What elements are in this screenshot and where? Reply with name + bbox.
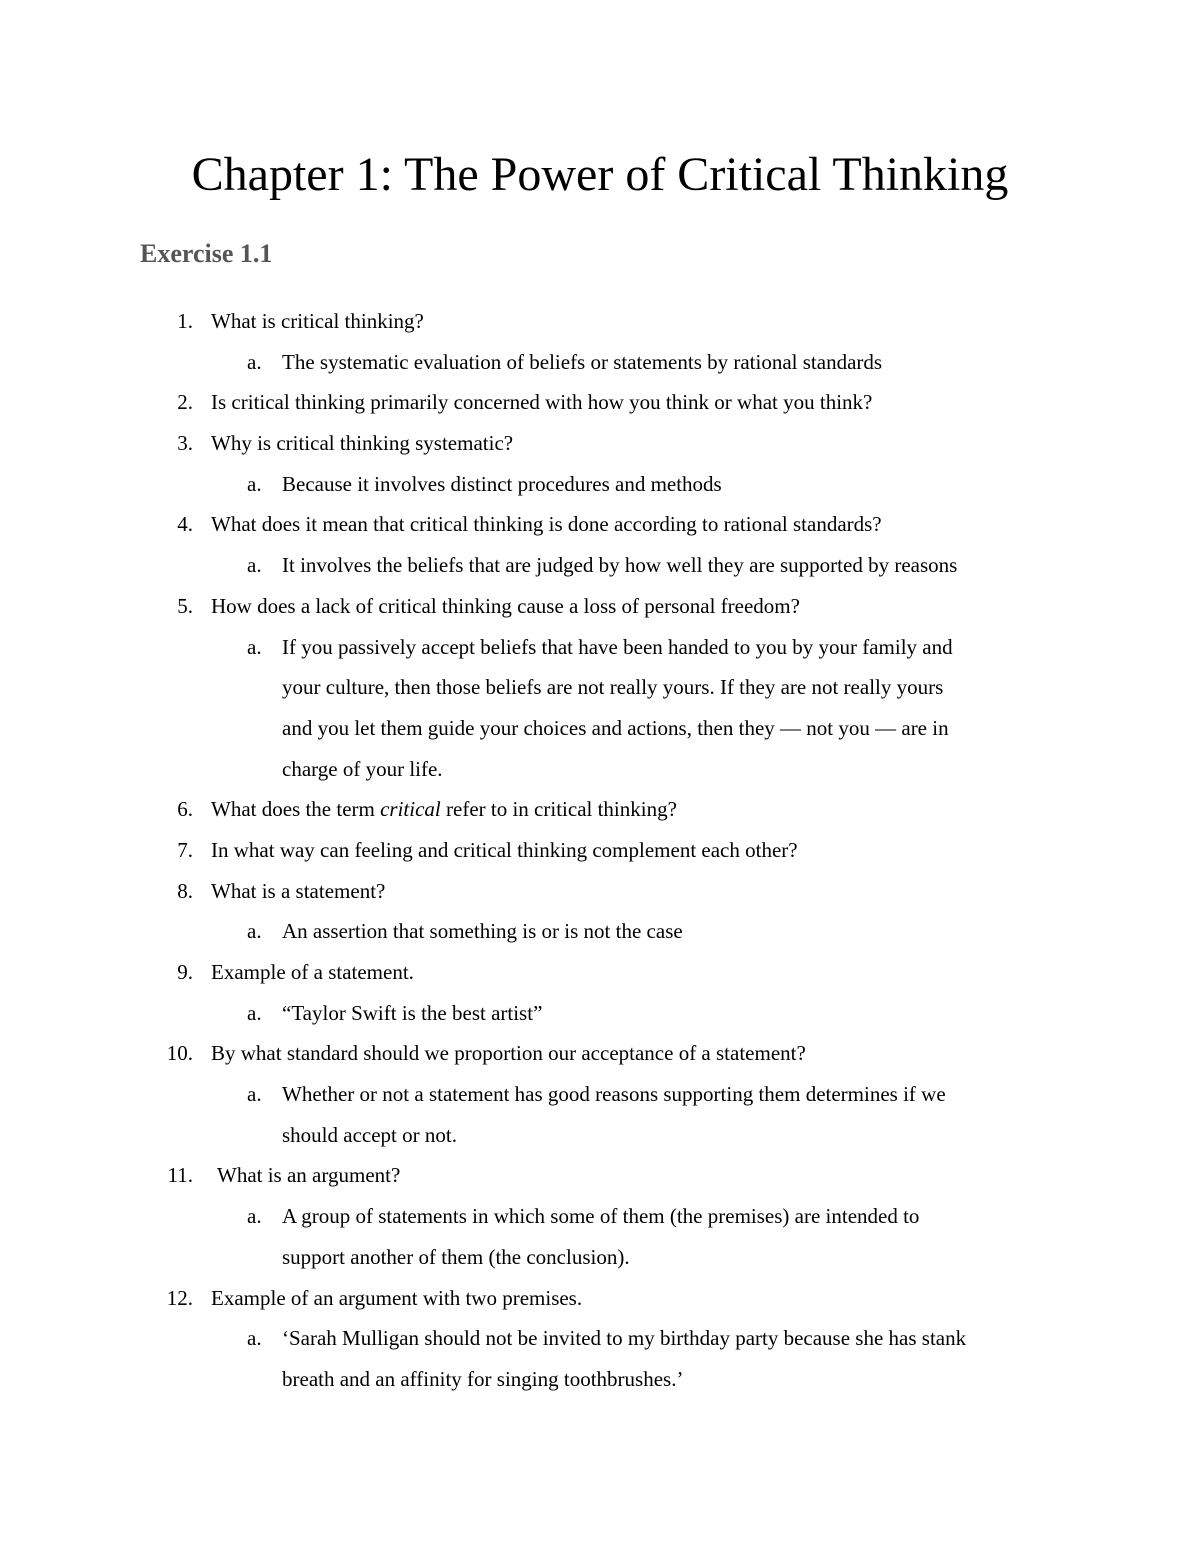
list-item xyxy=(0,1155,1200,1196)
item-number: 10. xyxy=(166,1041,193,1066)
item-number: 1. xyxy=(177,309,193,333)
answer-label: a. xyxy=(247,1326,262,1351)
question-text-post: refer to in critical thinking? xyxy=(440,797,677,822)
item-number: 5. xyxy=(177,593,193,618)
answer-item xyxy=(0,464,1200,505)
question-list xyxy=(0,301,1200,1400)
answer-label: a. xyxy=(247,1082,262,1107)
answer-continuation xyxy=(0,1115,1200,1156)
answer-item xyxy=(0,545,1200,586)
question-text: Why is critical thinking systematic? xyxy=(211,431,514,456)
answer-text: charge of your life. xyxy=(282,756,443,781)
answer-text: An assertion that something is or is not the case xyxy=(282,919,683,944)
answer-continuation xyxy=(0,1359,1200,1400)
question-text: Example of a statement. xyxy=(211,960,414,984)
question-text: What is an argument? xyxy=(217,1163,401,1188)
answer-text: ‘Sarah Mulligan should not be invited to my birthday party because she has stank xyxy=(282,1326,967,1351)
answer-item xyxy=(0,993,1200,1034)
list-item xyxy=(0,830,1200,871)
answer-text: and you let them guide your choices and actions, then they — not you — are in xyxy=(282,715,949,740)
answer-text: The systematic evaluation of beliefs or statements by rational standards xyxy=(282,349,883,374)
answer-item xyxy=(0,911,1200,952)
answer-item xyxy=(0,1074,1200,1115)
item-number: 11. xyxy=(167,1163,193,1188)
answer-item xyxy=(0,1318,1200,1359)
item-number: 12. xyxy=(166,1285,193,1310)
list-item xyxy=(0,1033,1200,1074)
page-title: Chapter 1: The Power of Critical Thinking xyxy=(191,148,1009,201)
answer-text: Whether or not a statement has good reasons supporting them determines if we xyxy=(282,1082,946,1107)
answer-label: a. xyxy=(247,471,262,496)
answer-continuation xyxy=(0,749,1200,790)
question-text: What does it mean that critical thinking is done according to rational standards? xyxy=(211,512,882,537)
answer-item xyxy=(0,342,1200,383)
list-item xyxy=(0,952,1200,993)
answer-label: a. xyxy=(247,553,262,578)
list-item xyxy=(0,586,1200,627)
question-text: How does a lack of critical thinking cause a loss of personal freedom? xyxy=(211,593,800,618)
list-item xyxy=(0,382,1200,423)
answer-label: a. xyxy=(247,919,262,944)
question-text-emphasis: critical xyxy=(380,797,441,822)
answer-text: If you passively accept beliefs that have been handed to you by your family and xyxy=(282,634,953,659)
list-item xyxy=(0,423,1200,464)
answer-text: your culture, then those beliefs are not really yours. If they are not really yours xyxy=(282,675,944,700)
list-item xyxy=(0,301,1200,342)
answer-continuation xyxy=(0,708,1200,749)
item-number: 2. xyxy=(177,390,193,415)
exercise-heading: Exercise 1.1 xyxy=(140,239,273,268)
answer-label: a. xyxy=(247,349,262,374)
answer-text: should accept or not. xyxy=(282,1122,457,1147)
answer-label: a. xyxy=(247,1204,262,1229)
question-text xyxy=(211,789,677,830)
answer-item xyxy=(0,1196,1200,1237)
item-number: 4. xyxy=(177,512,193,537)
question-text: In what way can feeling and critical thinking complement each other? xyxy=(211,837,798,862)
question-text: Is critical thinking primarily concerned with how you think or what you think? xyxy=(211,390,873,415)
answer-text: It involves the beliefs that are judged by how well they are supported by reasons xyxy=(282,553,958,578)
answer-continuation xyxy=(0,1237,1200,1278)
list-item xyxy=(0,789,1200,830)
item-number: 8. xyxy=(177,878,193,903)
question-text: Example of an argument with two premises. xyxy=(211,1285,583,1310)
answer-label: a. xyxy=(247,634,262,659)
answer-label: a. xyxy=(247,1000,262,1025)
answer-item xyxy=(0,627,1200,668)
item-number: 7. xyxy=(177,837,193,862)
answer-text: A group of statements in which some of them (the premises) are intended to xyxy=(282,1204,920,1229)
answer-text: “Taylor Swift is the best artist” xyxy=(282,1000,543,1025)
answer-text: support another of them (the conclusion). xyxy=(282,1244,630,1269)
question-text-pre: What does the term xyxy=(211,797,381,822)
list-item xyxy=(0,871,1200,912)
item-number: 9. xyxy=(177,960,193,984)
answer-continuation xyxy=(0,667,1200,708)
answer-text: breath and an affinity for singing toothbrushes.’ xyxy=(282,1366,684,1391)
answer-text: Because it involves distinct procedures and methods xyxy=(282,471,722,496)
item-number: 3. xyxy=(177,431,193,456)
list-item xyxy=(0,504,1200,545)
item-number: 6. xyxy=(177,797,193,822)
question-text: By what standard should we proportion our acceptance of a statement? xyxy=(211,1041,806,1066)
question-text: What is critical thinking? xyxy=(211,309,424,333)
list-item xyxy=(0,1278,1200,1319)
question-text: What is a statement? xyxy=(211,878,386,903)
